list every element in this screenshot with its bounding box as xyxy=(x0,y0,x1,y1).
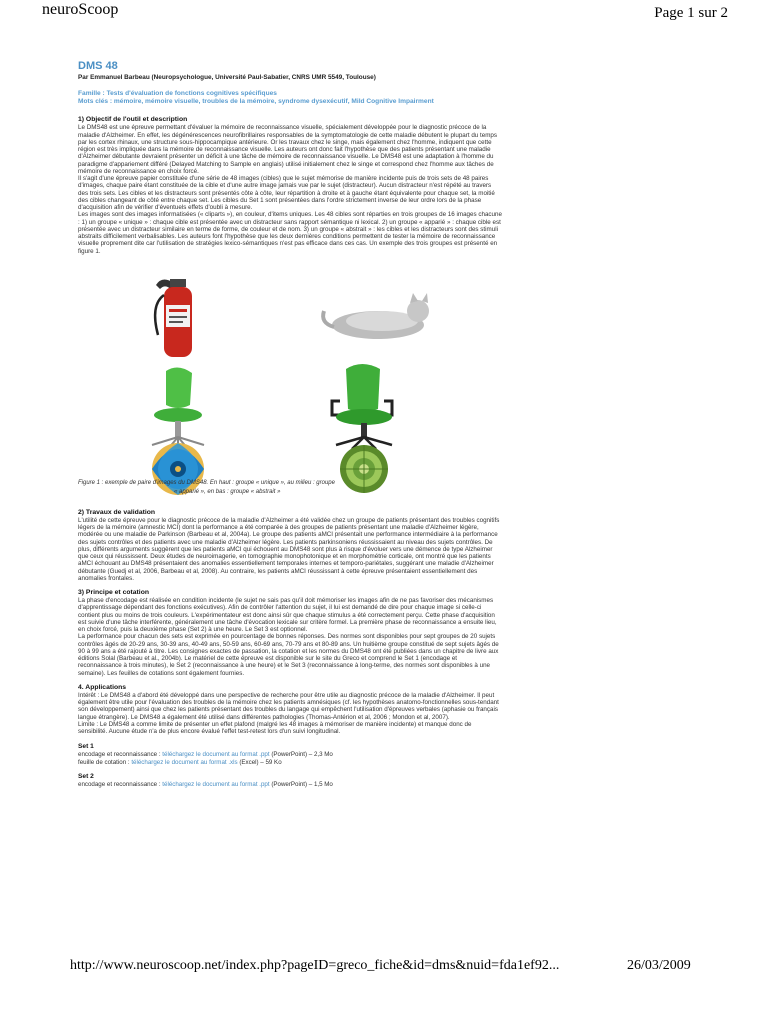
section-3-title: 3) Principe et cotation xyxy=(78,589,150,597)
download-size: (PowerPoint) – 2,3 Mo xyxy=(269,751,333,759)
section-1-paragraph: Il s'agit d'une épreuve papier constituée d'une série de 48 images (cibles) que le sujet mémorise de manière incidente puis de trois sets de 48 paires d'images, chaque paire étant constituée de la cible et d'une autre image jamais vue par le sujet (distracteur). Aucun distracteur n'est répété au travers des trois sets. Les cibles et les distracteurs sont présentés côte à côte, leur répartition à droite et à gauche étant équivalente pour chaque set, la moitié des cibles changeant de côté entre chaque set. Les cibles du Set 1 sont présentées dans l'ordre strictement inverse de leur ordre lors de la phase d'acquisition afin de vérifier d'éventuels effets d'oubli à mesure. xyxy=(78,175,495,212)
download-size: (Excel) – 59 Ko xyxy=(237,759,282,767)
section-3-paragraph: La performance pour chacun des sets est exprimée en pourcentage de bonnes réponses. Des normes sont disponibles pour sept groupes de 20 sujets contrôles âgés de 20-29 ans, 30-39 ans, 40-49 ans, 50-59 ans, 60-69 ans, 70-79 ans et 80-89 ans. Un huitième groupe constitué de sept sujets âgés de 90 à 99 ans a été rajouté à titre. Les consignes exactes de passation, la cotation et les normes du DMS48 ont été publiées dans un chapitre de livre aux éditions Solal (Barbeau et al., 2004b). Le matériel de cette épreuve est disponible sur le site du Greco et comprend le Set 1 (encodage et reconnaissance à trois minutes), le Set 2 (reconnaissance à une heure) et le Set 3 (reconnaissance à long-terme, des normes sont disponibles à une semaine). Les feuilles de cotations sont également fournies. xyxy=(78,633,499,677)
section-4-paragraph: Intérêt : Le DMS48 a d'abord été développé dans une perspective de recherche pour être utile au diagnostic précoce de la maladie d'Alzheimer. Il peut également être utile pour l'évaluation des troubles de la mémoire chez les patients amnésiques (cf. les hypothèses anatomo-fonctionnelles sous-tendant son développement) ainsi que chez les patients présentant des troubles du langage qui empêchent l'utilisation d'épreuves verbales (aphasie ou français langue étrangère). Le DMS48 a également été utilisé dans différentes pathologies (Thomas-Antérion et al, 2006 ; Mondon et al, 2007). xyxy=(78,691,499,721)
chair-image-right xyxy=(332,364,392,449)
download-link-ppt[interactable]: téléchargez le document au format .ppt xyxy=(162,751,270,759)
section-4-title: 4. Applications xyxy=(78,683,127,691)
section-1-paragraph: Le DMS48 est une épreuve permettant d'évaluer la mémoire de reconnaissance visuelle, spécialement développée pour le diagnostic précoce de la maladie d'Alzheimer. En effet, les dégénérescences neurofibrillaires responsables de la symptomatologie de cette maladie débutent le plupart du temps par les cortex rhinaux, une structure sous-hippocampique antérieure. Or les travaux chez le singe, mais également chez l'homme, indiquent que cette région est très impliquée dans la mémoire de reconnaissance visuelle. Les auteurs ont donc fait l'hypothèse que des patients présentant une maladie d'Alzheimer débutante devraient présenter un déficit à une tâche de mémoire de reconnaissance visuelle. Le DMS48 est une adaptation à l'homme du paradigme d'appariement différé (Delayed Matching to Sample en anglais) utilisé initialement chez le singe et correspond chez l'homme aux tâches de mémoire de reconnaissance en choix forcé. xyxy=(78,124,498,175)
section-2-title: 2) Travaux de validation xyxy=(78,508,156,516)
page-number: Page 1 sur 2 xyxy=(654,5,728,21)
page-url: http://www.neuroscoop.net/index.php?pageID=greco_fiche&id=dms&nuid=fda1ef92... xyxy=(70,958,560,973)
section-1-title: 1) Objectif de l'outil et description xyxy=(78,116,188,124)
figure-1-images xyxy=(78,261,502,501)
download-row xyxy=(78,751,502,759)
download-size: (PowerPoint) – 1,5 Mo xyxy=(269,781,333,789)
article xyxy=(78,60,502,789)
figure-caption: « apparié », en bas : groupe « abstrait » xyxy=(174,488,281,495)
fire-extinguisher-image xyxy=(155,279,192,357)
section-4-paragraph: Limite : Le DMS48 a comme limite de présenter un effet plafond (malgré les 48 images à mémoriser de manière incidente) et manque donc de sensibilité. Aucune étude n'a de plus encore évalué l'effet test-retest lors d'un suivi longitudinal. xyxy=(78,720,472,736)
article-keywords: Mots clés : mémoire, mémoire visuelle, troubles de la mémoire, syndrome dysexécutif, Mild Cognitive Impairment xyxy=(78,98,434,106)
chair-image-left xyxy=(152,367,204,449)
figure-caption: Figure 1 : exemple de paire d'images du DMS48. En haut : groupe « unique », au milieu : groupe xyxy=(78,479,335,486)
download-link-xls[interactable]: téléchargez le document au format .xls xyxy=(131,759,238,767)
cat-image xyxy=(323,293,429,339)
section-2-paragraph: L'utilité de cette épreuve pour le diagnostic précoce de la maladie d'Alzheimer a été validée chez un groupe de patients présentant des troubles cognitifs légers de la mémoire (amnestic MCI) dont la performance a été comparée à des groupes de patients présentant une maladie d'Alzheimer légère, modérée ou une maladie de Parkinson (Barbeau et al, 2004a). Le groupe des patients aMCI présentait une performance intermédiaire à la performance des sujets contrôles et des patients avec une maladie d'Alzheimer légère. Les patients parkinsoniens réussissaient au niveau des sujets contrôles. De plus, différents arguments suggèrent que les patients aMCI qui échouent au DMS48 sont plus à risque d'évoluer vers une démence de type Alzheimer que ceux qui réussissent. Deux études de neuroimagerie, en tomographie monophotonique et en morphométrie corticale, ont montré que les patients aMCI échouant au DMS48 présentaient des anomalies essentiellement temporales internes et temporo-pariétales, suggérant une maladie d'Alzheimer débutante (Guedj et al, 2006, Barbeau et al, 2008). Au contraire, les patients aMCI réussissant à cette épreuve présentaient essentiellement des anomalies frontales. xyxy=(78,516,500,582)
section-1-paragraph: Les images sont des images informatisées (« cliparts »), en couleur, d'items uniques. Les 48 cibles sont réparties en trois groupes de 16 images chacune : 1) un groupe « unique » : chaque cible est présentée avec un distracteur sans rapport sémantique ni lexical. 2) un groupe « apparié » : chaque cible est présentée avec un distracteur similaire en terme de forme, de couleur et de nom. 3) un groupe « abstrait » : les cibles et les distracteurs sont des stimuli abstraits difficilement verbalisables. Les auteurs font l'hypothèse que les deux dernières conditions permettent de tester la mémoire de reconnaissance visuelle proprement dite car l'utilisation de stratégies lexico-sémantiques n'est pas efficace dans ces cas. Un exemple des trois groupes est présenté en figure 1. xyxy=(78,211,502,255)
download-row xyxy=(78,781,502,789)
article-family: Famille : Tests d'évaluation de fonctions cognitives spécifiques xyxy=(78,90,277,97)
set-1-title: Set 1 xyxy=(78,743,94,751)
download-row xyxy=(78,759,502,767)
figure-1 xyxy=(78,261,502,505)
download-label: feuille de cotation : xyxy=(78,759,132,767)
article-author: Par Emmanuel Barbeau (Neuropsychologue, Université Paul-Sabatier, CNRS UMR 5549, Toulouse) xyxy=(78,74,376,81)
site-name: neuroScoop xyxy=(42,1,119,18)
print-date: 26/03/2009 xyxy=(627,958,691,973)
set-2-title: Set 2 xyxy=(78,773,94,781)
article-title: DMS 48 xyxy=(78,60,118,72)
section-3-paragraph: La phase d'encodage est réalisée en condition incidente (le sujet ne sais pas qu'il doit mémoriser les images afin de ne pas favoriser des mécanismes d'apprentissage dépendant des fonctions exécutives). Afin de contrôler l'attention du sujet, il lui est demandé de dire pour chaque image si celle-ci contient plus ou moins de trois couleurs. L'expérimentateur est donc ainsi sûr que chaque stimulus a été correctement perçu. Cette phase d'acquisition est suivie d'une tâche interférente, généralement une tâche d'évocation lexicale sur critère formel. La première phase de reconnaissance a ensuite lieu, en choix forcé, puis la deuxième phase (Set 2) à une heure. Le Set 3 est optionnel. xyxy=(78,597,497,634)
download-link-ppt[interactable]: téléchargez le document au format .ppt xyxy=(162,781,270,789)
download-label: encodage et reconnaissance : xyxy=(78,781,163,789)
download-label: encodage et reconnaissance : xyxy=(78,751,163,759)
